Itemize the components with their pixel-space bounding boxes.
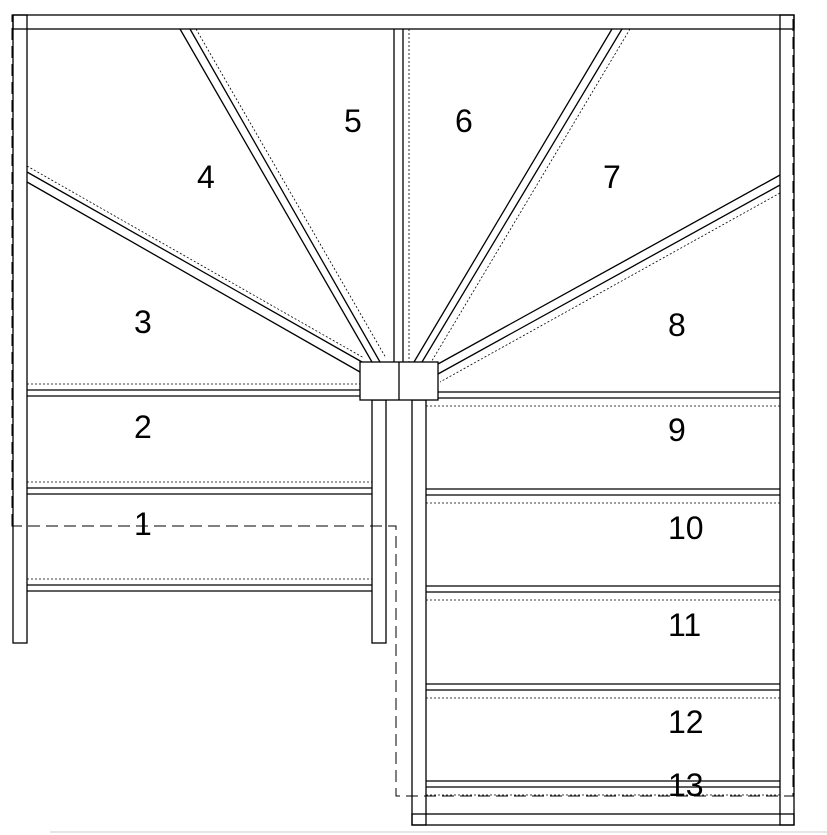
top-stringer: [13, 15, 794, 29]
tread-edges-right-flight: [426, 392, 780, 795]
inner-stringer-lower-right: [412, 400, 426, 825]
right-stringer: [780, 15, 794, 825]
step-number-8: 8: [668, 307, 686, 343]
step-number-1: 1: [134, 506, 152, 542]
step-number-11: 11: [668, 607, 702, 643]
bottom-stringer: [412, 814, 794, 825]
step-number-4: 4: [197, 159, 215, 195]
step-number-5: 5: [344, 103, 362, 139]
step-number-9: 9: [668, 412, 686, 448]
step-number-7: 7: [603, 159, 621, 195]
step-number-10: 10: [668, 510, 704, 546]
newel-post: [360, 362, 438, 400]
step-number-6: 6: [455, 103, 473, 139]
left-stringer: [13, 15, 27, 643]
step-number-13: 13: [668, 767, 704, 803]
step-number-3: 3: [134, 304, 152, 340]
inner-stringer-lower-left: [372, 400, 386, 643]
tread-edges-left-flight: [27, 384, 372, 591]
step-number-12: 12: [668, 704, 704, 740]
step-number-2: 2: [134, 409, 152, 445]
